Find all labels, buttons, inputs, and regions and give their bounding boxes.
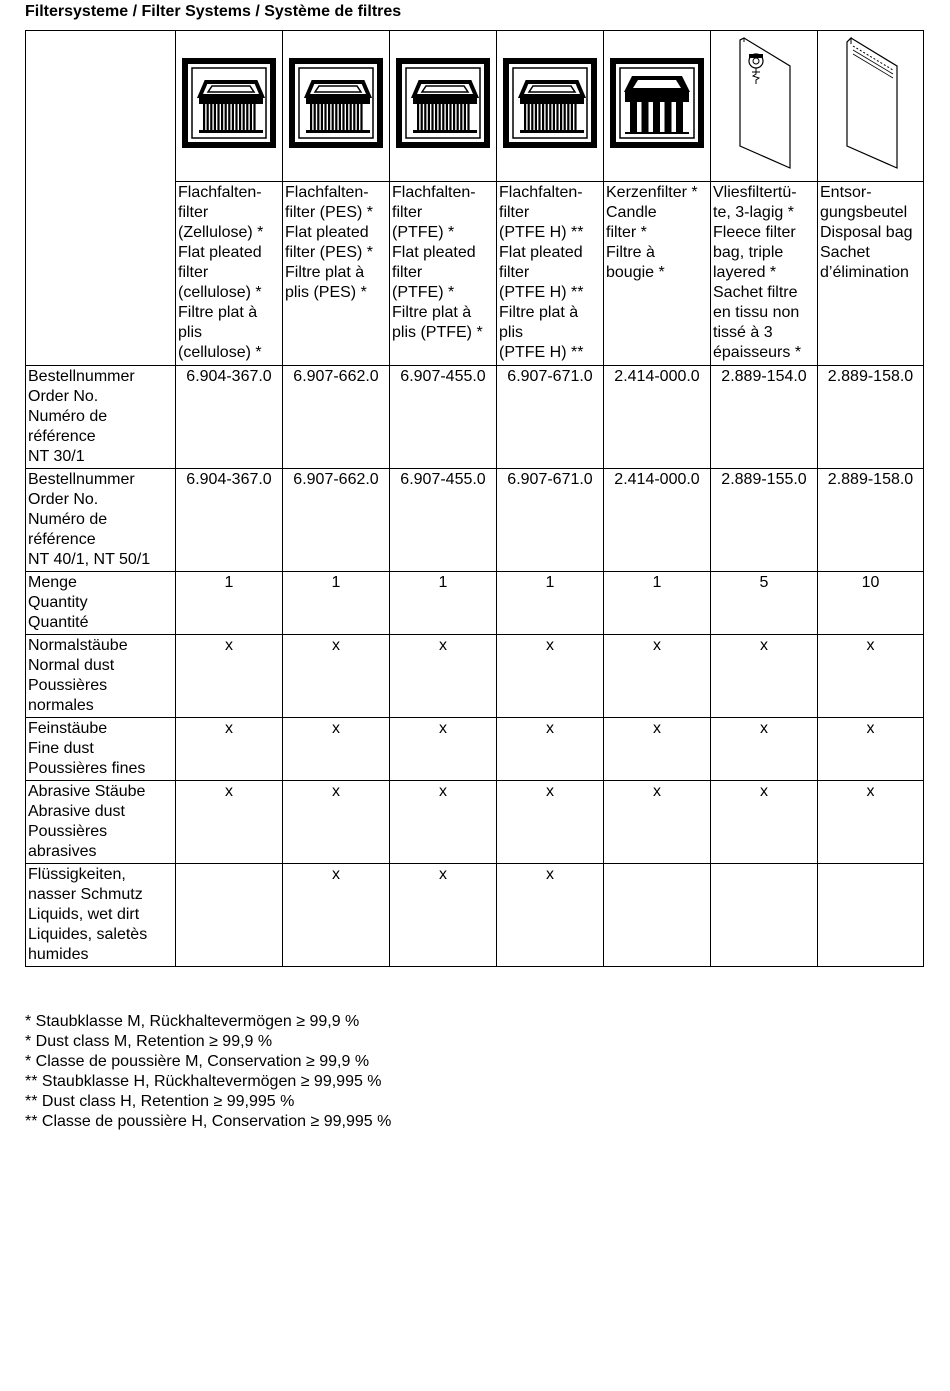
filter-name-line: filter (PES) *	[285, 244, 374, 261]
filter-name-line: tissé à 3	[713, 324, 773, 341]
value-cell: x	[283, 781, 390, 864]
filter-name-line: Disposal bag	[820, 224, 913, 241]
filter-name-line: en tissu non	[713, 304, 800, 321]
row-label-line: Feinstäube	[28, 720, 108, 737]
icon-cell	[390, 31, 497, 182]
flat-pleated-filter-icon	[503, 58, 597, 148]
filter-name-line: (PTFE H) **	[499, 284, 584, 301]
icon-cell	[604, 31, 711, 182]
value-cell	[818, 864, 924, 967]
footnote-line: * Staubklasse M, Rückhaltevermögen ≥ 99,9 %	[25, 1013, 360, 1030]
row-label-line: Poussières	[28, 677, 108, 694]
footnote-line: * Dust class M, Retention ≥ 99,9 %	[25, 1033, 273, 1050]
value-cell: 6.907-455.0	[390, 469, 497, 572]
filter-name-cell	[604, 182, 711, 366]
cartridge-filter-icon	[610, 58, 704, 148]
value-cell: 2.889-158.0	[818, 366, 924, 469]
icon-cell	[711, 31, 818, 182]
row-label-line: abrasives	[28, 843, 97, 860]
table-row	[26, 781, 924, 864]
row-label-line: NT 30/1	[28, 448, 85, 465]
filter-name-cell	[497, 182, 604, 366]
row-label-line: Quantité	[28, 614, 89, 631]
filter-name-line: Flat pleated	[178, 244, 262, 261]
value-cell: 6.907-671.0	[497, 366, 604, 469]
filter-name-line: Filtre plat à	[178, 304, 258, 321]
row-label-cell	[26, 781, 176, 864]
filter-name-line: filter	[178, 204, 209, 221]
empty-corner-cell	[26, 31, 176, 366]
value-cell: x	[497, 635, 604, 718]
value-cell: x	[283, 635, 390, 718]
value-cell	[711, 864, 818, 967]
row-label-line: Flüssigkeiten,	[28, 866, 126, 883]
filter-name-line: épaisseurs *	[713, 344, 802, 361]
row-label-line: Menge	[28, 574, 77, 591]
value-cell: 6.907-671.0	[497, 469, 604, 572]
value-cell: 2.414-000.0	[604, 469, 711, 572]
icon-cell	[283, 31, 390, 182]
row-label-line: Order No.	[28, 388, 99, 405]
row-label-line: Poussières	[28, 823, 108, 840]
footnote-line: * Classe de poussière M, Conservation ≥ 99,9 %	[25, 1053, 370, 1070]
value-cell: x	[176, 635, 283, 718]
filter-name-line: Filtre plat à	[392, 304, 472, 321]
filter-name-line: (PTFE H) **	[499, 224, 584, 241]
filter-name-line: (cellulose) *	[178, 284, 262, 301]
footnote-line: ** Dust class H, Retention ≥ 99,995 %	[25, 1093, 295, 1110]
row-label-line: normales	[28, 697, 94, 714]
value-cell	[176, 864, 283, 967]
value-cell: x	[390, 864, 497, 967]
filter-systems-table	[25, 30, 924, 967]
row-label-line: Poussières fines	[28, 760, 146, 777]
filter-name-line: Sachet filtre	[713, 284, 798, 301]
filter-name-line: Flachfalten-	[285, 184, 369, 201]
value-cell: x	[390, 781, 497, 864]
filter-name-line: Flat pleated	[499, 244, 583, 261]
value-cell: x	[604, 635, 711, 718]
row-label-line: Normal dust	[28, 657, 115, 674]
value-cell	[604, 864, 711, 967]
row-label-line: Liquides, saletès	[28, 926, 148, 943]
value-cell: x	[390, 635, 497, 718]
row-label-line: Fine dust	[28, 740, 94, 757]
row-label-line: Abrasive dust	[28, 803, 125, 820]
row-label-cell	[26, 718, 176, 781]
value-cell: x	[497, 781, 604, 864]
value-cell: 1	[390, 572, 497, 635]
value-cell: x	[818, 635, 924, 718]
filter-name-line: (Zellulose) *	[178, 224, 264, 241]
filter-name-line: (cellulose) *	[178, 344, 262, 361]
filter-name-cell	[283, 182, 390, 366]
filter-name-cell	[390, 182, 497, 366]
footnote-line: ** Classe de poussière H, Conservation ≥ 99,995 %	[25, 1113, 392, 1130]
row-label-cell	[26, 572, 176, 635]
filter-name-line: Flachfalten-	[499, 184, 583, 201]
value-cell: 10	[818, 572, 924, 635]
footnotes	[25, 1012, 391, 1132]
value-cell: x	[497, 864, 604, 967]
value-cell: x	[283, 864, 390, 967]
table-row	[26, 718, 924, 781]
table-row	[26, 469, 924, 572]
value-cell: 6.907-662.0	[283, 366, 390, 469]
value-cell: 5	[711, 572, 818, 635]
data-rows	[26, 366, 924, 967]
value-cell: 1	[283, 572, 390, 635]
row-label-line: Order No.	[28, 491, 99, 508]
filter-name-line: Filtre plat à	[285, 264, 365, 281]
filter-name-line: filter	[499, 204, 530, 221]
filter-name-line: plis	[178, 324, 203, 341]
value-cell: 1	[604, 572, 711, 635]
filter-name-line: plis	[499, 324, 524, 341]
flat-pleated-filter-icon	[289, 58, 383, 148]
filter-name-line: Fleece filter	[713, 224, 796, 241]
row-label-line: Numéro de	[28, 408, 108, 425]
flat-pleated-filter-icon	[396, 58, 490, 148]
filter-name-line: (PTFE H) **	[499, 344, 584, 361]
filter-name-line: layered *	[713, 264, 777, 281]
row-label-line: Normalstäube	[28, 637, 128, 654]
row-label-line: Abrasive Stäube	[28, 783, 146, 800]
filter-name-cell	[176, 182, 283, 366]
row-label-line: Quantity	[28, 594, 88, 611]
row-label-cell	[26, 469, 176, 572]
filter-name-line: Candle	[606, 204, 657, 221]
disposal-bag-icon	[841, 36, 901, 170]
filter-name-line: filter (PES) *	[285, 204, 374, 221]
row-label-line: Numéro de	[28, 511, 108, 528]
row-label-line: Bestellnummer	[28, 368, 135, 385]
filter-name-line: Filtre plat à	[499, 304, 579, 321]
row-label-line: humides	[28, 946, 89, 963]
table-row	[26, 366, 924, 469]
value-cell: x	[497, 718, 604, 781]
filter-name-line: plis (PTFE) *	[392, 324, 483, 341]
value-cell: x	[818, 781, 924, 864]
fleece-filter-bag-icon	[734, 36, 794, 170]
table-row	[26, 572, 924, 635]
value-cell: x	[711, 781, 818, 864]
value-cell: x	[283, 718, 390, 781]
filter-name-line: d’élimination	[820, 264, 909, 281]
value-cell: x	[176, 718, 283, 781]
filter-name-line: Flat pleated	[392, 244, 476, 261]
value-cell: 2.889-155.0	[711, 469, 818, 572]
filter-name-cell	[711, 182, 818, 366]
value-cell: 2.889-154.0	[711, 366, 818, 469]
filter-name-line: Vliesfiltertü-	[713, 184, 797, 201]
filter-name-line: (PTFE) *	[392, 224, 455, 241]
row-label-cell	[26, 366, 176, 469]
filter-name-line: plis (PES) *	[285, 284, 367, 301]
filter-name-line: Kerzenfilter *	[606, 184, 698, 201]
icon-cell	[818, 31, 924, 182]
icon-cell	[497, 31, 604, 182]
filter-name-line: filter *	[606, 224, 647, 241]
value-cell: 6.907-455.0	[390, 366, 497, 469]
row-label-line: référence	[28, 428, 96, 445]
value-cell: 6.907-662.0	[283, 469, 390, 572]
filter-name-cell	[818, 182, 924, 366]
table-row	[26, 864, 924, 967]
filter-name-line: filter	[392, 204, 423, 221]
filter-name-line: Flachfalten-	[178, 184, 262, 201]
value-cell: x	[604, 781, 711, 864]
filter-name-line: bag, triple	[713, 244, 784, 261]
value-cell: x	[176, 781, 283, 864]
table-row	[26, 635, 924, 718]
row-label-line: Bestellnummer	[28, 471, 135, 488]
filter-name-line: bougie *	[606, 264, 665, 281]
row-label-cell	[26, 864, 176, 967]
filter-name-line: te, 3-lagig *	[713, 204, 794, 221]
icon-cell	[176, 31, 283, 182]
filter-name-line: (PTFE) *	[392, 284, 455, 301]
value-cell: x	[390, 718, 497, 781]
footnote-line: ** Staubklasse H, Rückhaltevermögen ≥ 99,995 %	[25, 1073, 382, 1090]
page-title: Filtersysteme / Filter Systems / Système de filtres	[25, 3, 402, 20]
filter-name-line: filter	[499, 264, 530, 281]
value-cell: x	[711, 718, 818, 781]
row-label-line: NT 40/1, NT 50/1	[28, 551, 151, 568]
value-cell: x	[604, 718, 711, 781]
row-label-line: Liquids, wet dirt	[28, 906, 140, 923]
row-label-line: nasser Schmutz	[28, 886, 143, 903]
value-cell: 1	[176, 572, 283, 635]
filter-name-line: Entsor-	[820, 184, 872, 201]
flat-pleated-filter-icon	[182, 58, 276, 148]
value-cell: 6.904-367.0	[176, 366, 283, 469]
filter-name-line: filter	[392, 264, 423, 281]
value-cell: 1	[497, 572, 604, 635]
filter-name-line: Flat pleated	[285, 224, 369, 241]
value-cell: x	[818, 718, 924, 781]
filter-name-line: filter	[178, 264, 209, 281]
filter-name-line: Sachet	[820, 244, 870, 261]
filter-name-line: gungsbeutel	[820, 204, 908, 221]
value-cell: 2.889-158.0	[818, 469, 924, 572]
row-label-cell	[26, 635, 176, 718]
filter-name-line: Flachfalten-	[392, 184, 476, 201]
value-cell: 2.414-000.0	[604, 366, 711, 469]
value-cell: x	[711, 635, 818, 718]
icon-row	[26, 31, 924, 182]
filter-name-line: Filtre à	[606, 244, 655, 261]
value-cell: 6.904-367.0	[176, 469, 283, 572]
row-label-line: référence	[28, 531, 96, 548]
